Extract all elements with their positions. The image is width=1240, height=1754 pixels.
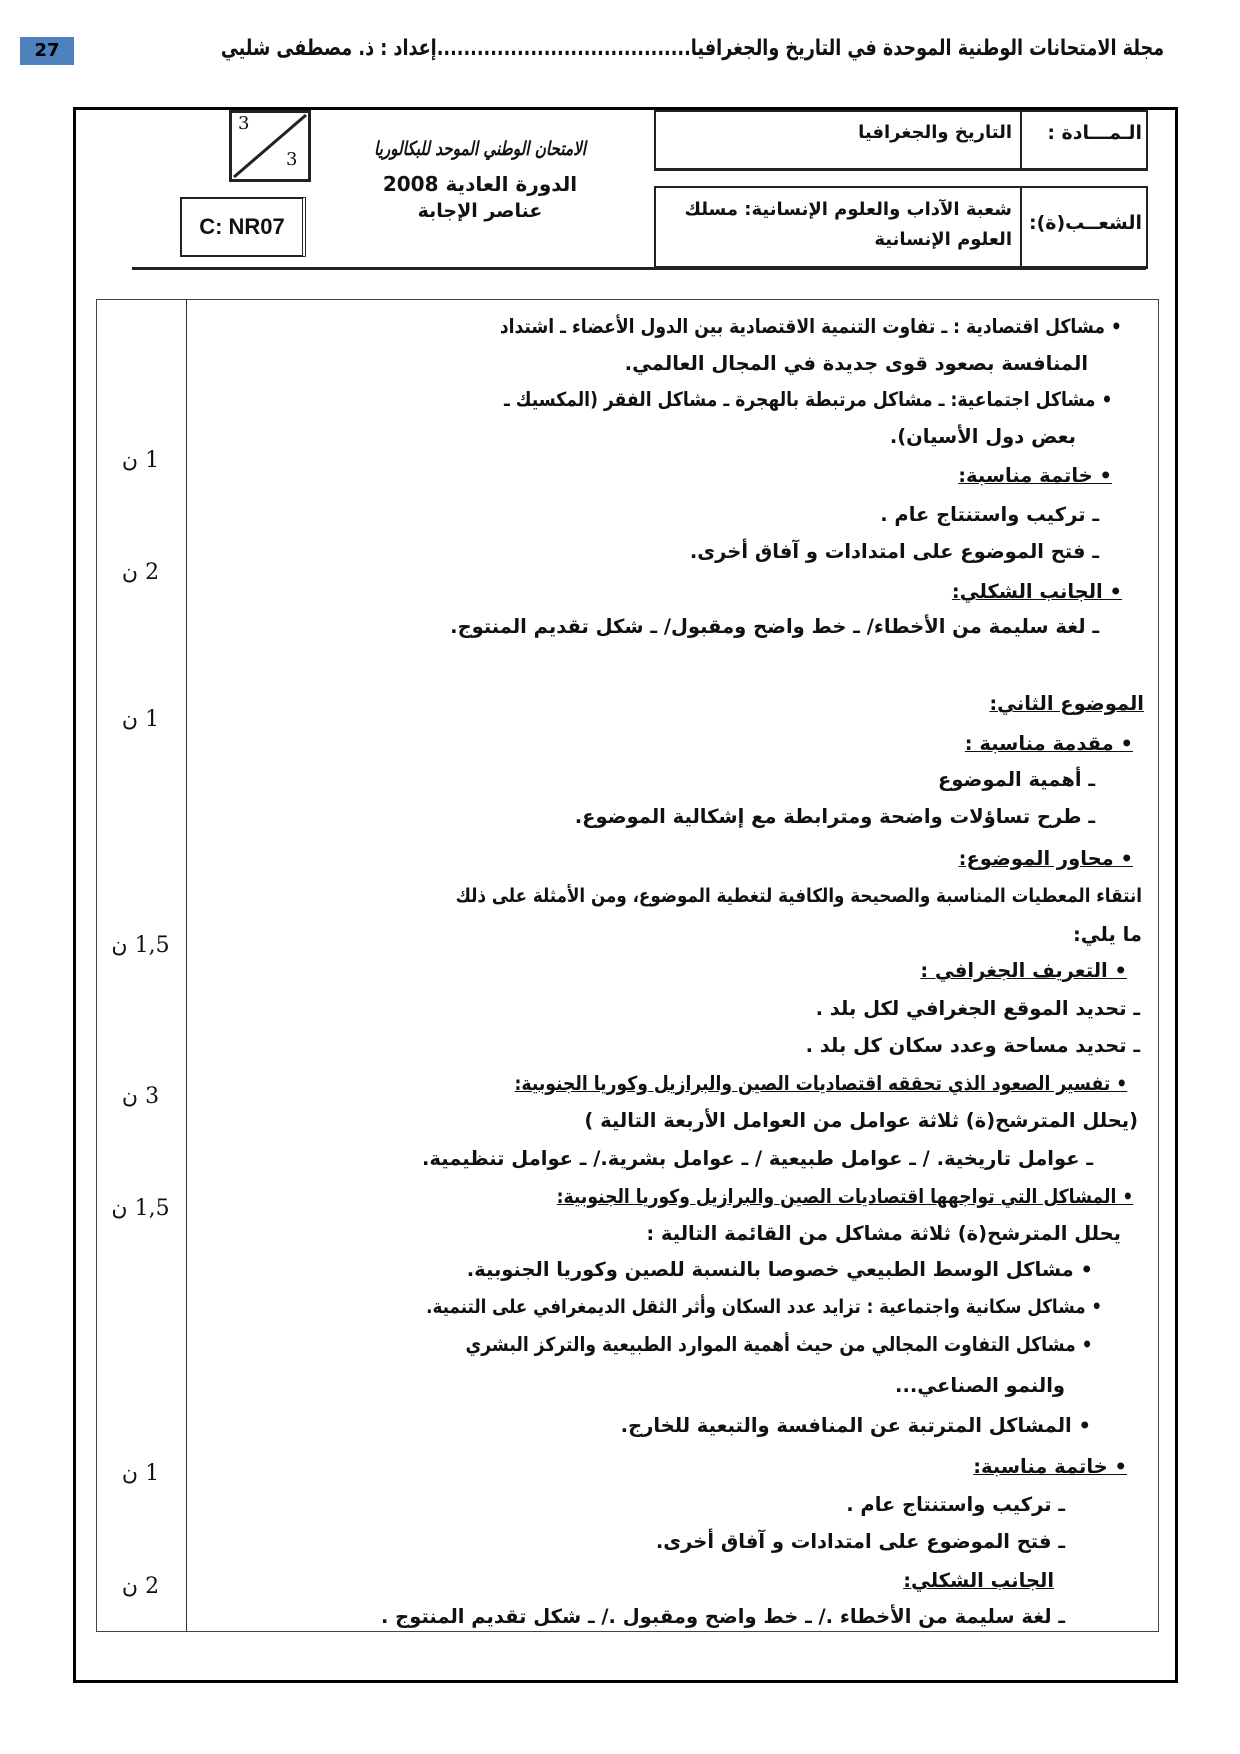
answer-line: • مشاكل الوسط الطبيعي خصوصا بالنسبة للصين وكوريا الجنوبية. (466, 1258, 1093, 1281)
topic-heading: الموضوع الثاني: (989, 692, 1144, 715)
branch-label: الشعــب(ة): (1029, 212, 1142, 234)
points-value: 1,5 ن (111, 1196, 170, 1221)
section-heading: • خاتمة مناسبة: (958, 464, 1112, 487)
exam-title: الامتحان الوطني الموحد للبكالوريا (374, 138, 586, 160)
section-heading: • المشاكل التي تواجهها اقتصاديات الصين والبرازيل وكوريا الجنوبية: (556, 1185, 1133, 1208)
points-value: 1 ن (121, 1461, 160, 1486)
answer-line: انتقاء المعطيات المناسبة والصحيحة والكافية لتغطية الموضوع، ومن الأمثلة على ذلك (455, 885, 1142, 907)
points-value: 2 ن (121, 1574, 160, 1599)
answer-line: • مشاكل اقتصادية : ـ تفاوت التنمية الاقتصادية بين الدول الأعضاء ـ اشتداد (499, 315, 1122, 338)
answer-line: يحلل المترشح(ة) ثلاثة مشاكل من القائمة التالية : (646, 1222, 1121, 1245)
points-value: 1 ن (121, 707, 160, 732)
answer-line: المنافسة بصعود قوى جديدة في المجال العالمي. (624, 352, 1088, 375)
doc-type: عناصر الإجابة (417, 200, 543, 222)
points-value: 1 ن (121, 448, 160, 473)
header-rule (132, 267, 1146, 270)
section-heading: • الجانب الشكلي: (951, 580, 1122, 603)
points-column-divider (186, 299, 187, 1632)
answer-line: والنمو الصناعي... (895, 1374, 1065, 1397)
running-header-title: مجلة الامتحانات الوطنية الموحدة في التاريخ والجغرافيا......................................إعداد : ذ. مصطفى شليي (220, 36, 1164, 61)
answer-line: بعض دول الأسيان). (889, 425, 1076, 448)
section-heading: • مقدمة مناسبة : (964, 732, 1133, 755)
points-value: 2 ن (121, 560, 160, 585)
answer-line: ـ طرح تساؤلات واضحة ومترابطة مع إشكالية الموضوع. (574, 805, 1095, 828)
answer-line: ـ تركيب واستنتاج عام . (846, 1493, 1065, 1516)
subject-label: الـمـــادة : (1047, 122, 1142, 144)
answer-line: (يحلل المترشح(ة) ثلاثة عوامل من العوامل الأربعة التالية ) (584, 1109, 1138, 1132)
section-heading: الجانب الشكلي: (903, 1569, 1054, 1592)
branch-divider (1020, 186, 1022, 266)
answer-line: ما يلي: (1073, 923, 1142, 946)
page-total: 3 (286, 149, 298, 170)
answer-line: ـ تركيب واستنتاج عام . (880, 503, 1099, 526)
page-current: 3 (238, 113, 250, 134)
section-heading: • التعريف الجغرافي : (920, 959, 1127, 982)
points-value: 3 ن (121, 1084, 160, 1109)
answer-line: ـ لغة سليمة من الأخطاء/ ـ خط واضح ومقبول/ ـ شكل تقديم المنتوج. (450, 615, 1099, 638)
answer-line: • مشاكل اجتماعية: ـ مشاكل مرتبطة بالهجرة ـ مشاكل الفقر (المكسيك ـ (503, 388, 1112, 411)
page-count-box (229, 110, 311, 182)
answer-line: • مشاكل التفاوت المجالي من حيث أهمية الموارد الطبيعية والتركز البشري (465, 1333, 1093, 1356)
page-number-badge: 27 (20, 37, 74, 65)
exam-session: الدورة العادية 2008 (382, 172, 578, 196)
subject-value: التاريخ والجغرافيا (858, 122, 1012, 143)
exam-code: C: NR07 (180, 197, 306, 257)
answer-line: ـ عوامل تاريخية. / ـ عوامل طبيعية / ـ عوامل بشرية./ ـ عوامل تنظيمية. (422, 1147, 1093, 1170)
answer-line: • مشاكل سكانية واجتماعية : تزايد عدد السكان وأثر الثقل الديمغرافي على التنمية. (426, 1296, 1102, 1318)
answer-line: ـ فتح الموضوع على امتدادات و آفاق أخرى. (689, 540, 1099, 563)
answer-line: ـ تحديد الموقع الجغرافي لكل بلد . (815, 997, 1140, 1020)
answer-line: ـ تحديد مساحة وعدد سكان كل بلد . (805, 1034, 1140, 1057)
answer-line: ـ أهمية الموضوع (938, 768, 1095, 791)
section-heading: • خاتمة مناسبة: (973, 1455, 1127, 1478)
subject-divider (1020, 110, 1022, 168)
answer-line: ـ فتح الموضوع على امتدادات و آفاق أخرى. (655, 1530, 1065, 1553)
section-heading: • محاور الموضوع: (958, 847, 1133, 870)
answer-line: • المشاكل المترتبة عن المنافسة والتبعية للخارج. (620, 1414, 1091, 1437)
points-value: 1,5 ن (111, 933, 170, 958)
branch-value: شعبة الآداب والعلوم الإنسانية: مسلك العلوم الإنسانية (684, 199, 1012, 250)
section-heading: • تفسير الصعود الذي تحققه اقتصاديات الصين والبرازيل وكوريا الجنوبية: (514, 1072, 1127, 1095)
answer-line: ـ لغة سليمة من الأخطاء ./ ـ خط واضح ومقبول ./ ـ شكل تقديم المنتوج . (380, 1605, 1065, 1628)
